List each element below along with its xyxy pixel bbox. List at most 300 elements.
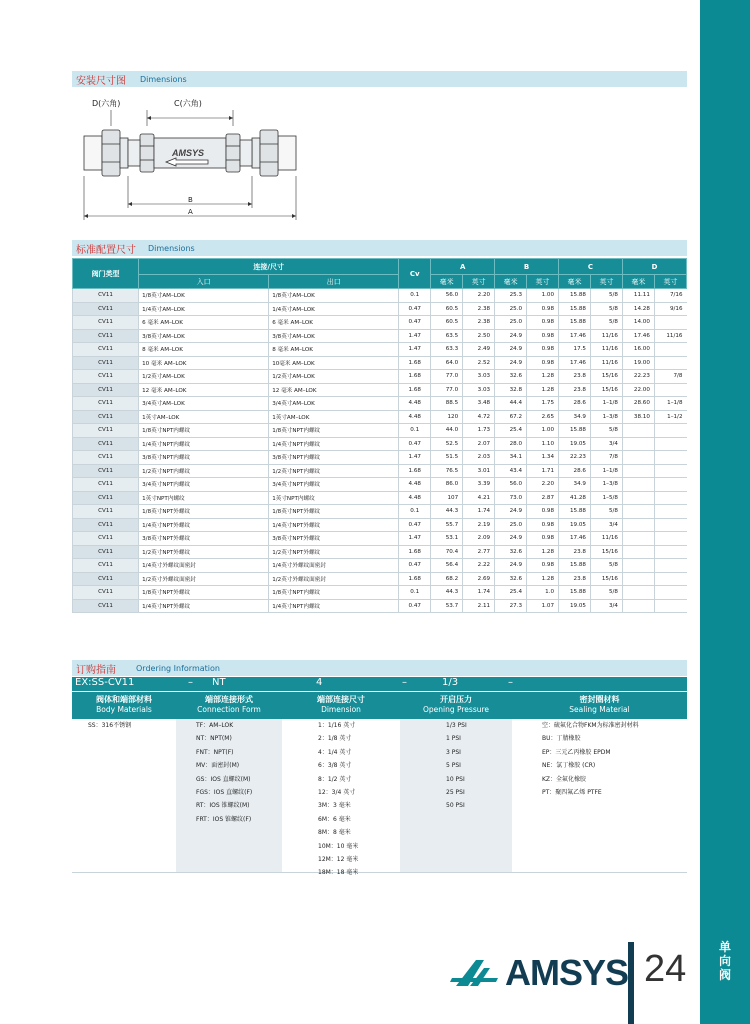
table-row xyxy=(73,397,687,411)
table-cell: 1/8英寸NPT内螺纹 xyxy=(269,586,399,600)
table-cell xyxy=(654,316,686,330)
table-cell: 0.47 xyxy=(399,302,431,316)
table-cell: 24.9 xyxy=(495,356,527,370)
table-row xyxy=(73,545,687,559)
table-cell: 23.8 xyxy=(559,572,591,586)
table-row xyxy=(73,289,687,303)
table-cell: 11.11 xyxy=(622,289,654,303)
list-item: SS：316不锈钢 xyxy=(88,722,132,729)
table-cell: 2.77 xyxy=(463,545,495,559)
table-cell: 15.88 xyxy=(559,586,591,600)
table-cell: 11/16 xyxy=(590,329,622,343)
table-cell: CV11 xyxy=(73,356,139,370)
table-cell: 6 毫米 AM–LOK xyxy=(139,316,269,330)
table-row xyxy=(73,464,687,478)
table-cell: 1.75 xyxy=(527,397,559,411)
table-cell: 55.7 xyxy=(431,518,463,532)
list-item: 6M：6 毫米 xyxy=(318,815,351,823)
table-cell: CV11 xyxy=(73,316,139,330)
table-cell: 1.10 xyxy=(527,437,559,451)
table-row xyxy=(73,572,687,586)
table-cell xyxy=(654,343,686,357)
table-cell: 3/8英寸NPT外螺纹 xyxy=(269,532,399,546)
list-item: 12：3/4 英寸 xyxy=(318,788,356,796)
table-cell: 8 毫米 AM–LOK xyxy=(269,343,399,357)
table-cell: 0.98 xyxy=(527,356,559,370)
table-cell: 0.47 xyxy=(399,316,431,330)
table-cell: CV11 xyxy=(73,397,139,411)
table-cell xyxy=(654,424,686,438)
table-cell: CV11 xyxy=(73,572,139,586)
table-cell: 3/4英寸AM–LOK xyxy=(139,397,269,411)
table-cell: 1–5/8 xyxy=(590,491,622,505)
header-d-mm: 毫米 xyxy=(622,275,654,289)
table-row xyxy=(73,505,687,519)
list-item: FGS：IOS 直螺纹(F) xyxy=(196,788,253,796)
list-item: PT：聚四氟乙烯 PTFE xyxy=(542,788,602,796)
col-body-materials xyxy=(72,692,176,719)
list-item: 25 PSI xyxy=(446,788,465,796)
table-cell: 25.4 xyxy=(495,424,527,438)
list-item: TF：AM–LOK xyxy=(196,722,234,729)
list-item: RT：IOS 锥螺纹(M) xyxy=(196,802,250,810)
table-cell: 1.71 xyxy=(527,464,559,478)
table-row xyxy=(73,437,687,451)
col-sealing-material-zh: 密封圈材料 xyxy=(579,695,620,704)
table-cell: 19.05 xyxy=(559,437,591,451)
table-cell: 1/4英寸NPT内螺纹 xyxy=(269,599,399,613)
table-cell: 2.69 xyxy=(463,572,495,586)
list-item: 10M：10 毫米 xyxy=(318,842,359,850)
table-cell: 7/16 xyxy=(654,289,686,303)
table-cell: 34.9 xyxy=(559,478,591,492)
table-cell: 24.9 xyxy=(495,329,527,343)
table-cell: 34.9 xyxy=(559,410,591,424)
table-cell: 1/2英寸外螺纹面密封 xyxy=(269,572,399,586)
table-cell: 1英寸NPT内螺纹 xyxy=(139,491,269,505)
table-cell: 1.68 xyxy=(399,356,431,370)
table-cell: 1/8英寸NPT外螺纹 xyxy=(139,505,269,519)
table-cell: 1–1/2 xyxy=(654,410,686,424)
table-cell: 120 xyxy=(431,410,463,424)
table-cell: 0.47 xyxy=(399,518,431,532)
table-cell: 15.88 xyxy=(559,505,591,519)
body-materials-list xyxy=(72,719,176,872)
list-item: 8M：8 毫米 xyxy=(318,829,351,837)
label-a: A xyxy=(188,208,193,216)
config-title-en: Dimensions xyxy=(148,244,195,253)
col-opening-pressure xyxy=(400,692,512,719)
col-connection-form-en: Connection Form xyxy=(197,705,261,714)
col-dimension xyxy=(282,692,400,719)
table-cell: 0.47 xyxy=(399,599,431,613)
table-cell: 4.48 xyxy=(399,410,431,424)
list-item: FNT：NPT(F) xyxy=(196,748,234,756)
table-cell: 43.4 xyxy=(495,464,527,478)
col-opening-pressure-en: Opening Pressure xyxy=(422,705,490,714)
table-cell: 28.6 xyxy=(559,464,591,478)
table-cell: 17.46 xyxy=(559,329,591,343)
table-cell: 15.88 xyxy=(559,316,591,330)
amsys-logo-icon xyxy=(450,958,502,988)
table-cell: 19.05 xyxy=(559,599,591,613)
table-cell: 1.74 xyxy=(463,586,495,600)
table-cell: 22.00 xyxy=(622,383,654,397)
dimensions-table-body xyxy=(73,289,687,613)
table-cell: 3/8英寸NPT外螺纹 xyxy=(139,532,269,546)
col-dimension-en: Dimension xyxy=(321,705,361,714)
table-cell xyxy=(654,545,686,559)
table-cell: 1.28 xyxy=(527,383,559,397)
dimension-list xyxy=(282,719,400,877)
table-cell xyxy=(654,491,686,505)
list-item: EP：三元乙丙橡胶 EPDM xyxy=(542,748,611,756)
table-row xyxy=(73,491,687,505)
table-cell: CV11 xyxy=(73,343,139,357)
table-cell: 1.68 xyxy=(399,383,431,397)
table-cell: 0.1 xyxy=(399,289,431,303)
table-cell: 1/4英寸NPT内螺纹 xyxy=(269,437,399,451)
table-cell: 1/2英寸NPT外螺纹 xyxy=(139,545,269,559)
table-cell: 1.47 xyxy=(399,329,431,343)
list-item: 4：1/4 英寸 xyxy=(318,748,352,756)
table-cell: 2.50 xyxy=(463,329,495,343)
table-cell: 0.98 xyxy=(527,518,559,532)
header-c-inch: 英寸 xyxy=(590,275,622,289)
example-connection: NT xyxy=(212,677,226,688)
table-cell: 1.68 xyxy=(399,370,431,384)
table-cell: 3/8英寸AM–LOK xyxy=(139,329,269,343)
table-cell: 52.5 xyxy=(431,437,463,451)
table-cell: 11/16 xyxy=(590,532,622,546)
table-cell: CV11 xyxy=(73,505,139,519)
example-dash-1: – xyxy=(188,677,193,688)
list-item: NE：氯丁橡胶 (CR) xyxy=(542,762,596,770)
table-cell: 34.1 xyxy=(495,451,527,465)
table-cell: 24.9 xyxy=(495,343,527,357)
table-cell xyxy=(622,437,654,451)
table-cell: CV11 xyxy=(73,532,139,546)
table-cell: 1/8英寸NPT外螺纹 xyxy=(269,505,399,519)
table-cell: 1/8英寸NPT内螺纹 xyxy=(269,424,399,438)
table-cell: 1/2英寸外螺纹面密封 xyxy=(139,572,269,586)
table-cell: 0.98 xyxy=(527,343,559,357)
table-cell: CV11 xyxy=(73,410,139,424)
table-cell: 28.60 xyxy=(622,397,654,411)
list-item: 1 PSI xyxy=(446,735,461,743)
table-cell: 3/4 xyxy=(590,518,622,532)
list-item: FRT：IOS 锥螺纹(F) xyxy=(196,815,252,823)
table-cell: 5/8 xyxy=(590,302,622,316)
header-connection: 连接/尺寸 xyxy=(139,259,399,275)
table-cell: 0.98 xyxy=(527,505,559,519)
ordering-title-en: Ordering Information xyxy=(136,664,220,673)
table-cell: 53.7 xyxy=(431,599,463,613)
table-cell: 24.9 xyxy=(495,559,527,573)
table-cell: 10 毫米 AM–LOK xyxy=(139,356,269,370)
col-sealing-material xyxy=(512,692,687,719)
col-opening-pressure-zh: 开启压力 xyxy=(440,695,472,704)
list-item: 6：3/8 英寸 xyxy=(318,762,352,770)
table-cell: 1/8英寸NPT外螺纹 xyxy=(139,586,269,600)
table-cell xyxy=(622,505,654,519)
table-cell: 19.00 xyxy=(622,356,654,370)
table-cell: CV11 xyxy=(73,329,139,343)
list-item: 空：硫氟化合物FKM为标准密封材料 xyxy=(542,722,639,729)
table-cell: 1.00 xyxy=(527,424,559,438)
table-cell: 3.03 xyxy=(463,370,495,384)
table-cell: 32.6 xyxy=(495,370,527,384)
table-cell: 0.47 xyxy=(399,437,431,451)
table-cell: 8 毫米 AM–LOK xyxy=(139,343,269,357)
table-cell: 63.5 xyxy=(431,329,463,343)
table-cell: 1英寸AM–LOK xyxy=(269,410,399,424)
table-cell: 38.10 xyxy=(622,410,654,424)
table-cell: 1.68 xyxy=(399,545,431,559)
table-cell: 1.47 xyxy=(399,451,431,465)
header-outlet: 出口 xyxy=(269,275,399,289)
ordering-section-header xyxy=(72,660,687,676)
table-cell: 1/8英寸AM–LOK xyxy=(269,289,399,303)
label-d-hex: D(六角) xyxy=(92,99,121,108)
table-cell: CV11 xyxy=(73,302,139,316)
table-cell xyxy=(654,464,686,478)
connection-form-list xyxy=(176,719,282,872)
table-cell: 1.34 xyxy=(527,451,559,465)
table-cell: CV11 xyxy=(73,464,139,478)
table-cell xyxy=(654,518,686,532)
table-cell: 1英寸AM–LOK xyxy=(139,410,269,424)
list-item: 12M：12 毫米 xyxy=(318,855,359,863)
table-cell: 28.6 xyxy=(559,397,591,411)
table-cell: 15/16 xyxy=(590,383,622,397)
table-cell: 12 毫米 AM–LOK xyxy=(269,383,399,397)
table-cell: 7/8 xyxy=(654,370,686,384)
header-d: D xyxy=(622,259,686,275)
table-cell: CV11 xyxy=(73,491,139,505)
table-cell: 15.88 xyxy=(559,559,591,573)
table-cell: 0.1 xyxy=(399,424,431,438)
table-cell xyxy=(622,532,654,546)
table-cell: 1–3/8 xyxy=(590,478,622,492)
header-valve-type: 阀门类型 xyxy=(73,259,139,289)
table-cell: 1/4英寸NPT外螺纹 xyxy=(269,518,399,532)
table-cell: 41.28 xyxy=(559,491,591,505)
table-cell: CV11 xyxy=(73,599,139,613)
table-cell: 2.52 xyxy=(463,356,495,370)
list-item: 3 PSI xyxy=(446,748,461,756)
col-body-materials-en: Body Materials xyxy=(96,705,152,714)
table-cell: 1/2英寸NPT内螺纹 xyxy=(139,464,269,478)
table-cell: 3.39 xyxy=(463,478,495,492)
table-cell: 23.8 xyxy=(559,370,591,384)
table-cell: 1–3/8 xyxy=(590,410,622,424)
table-cell: 5/8 xyxy=(590,316,622,330)
table-row xyxy=(73,370,687,384)
ordering-table-body xyxy=(72,719,687,877)
table-cell: 17.46 xyxy=(622,329,654,343)
table-cell: 2.07 xyxy=(463,437,495,451)
table-cell xyxy=(622,572,654,586)
table-row xyxy=(73,478,687,492)
table-cell: 15.88 xyxy=(559,424,591,438)
table-cell: 44.3 xyxy=(431,586,463,600)
table-cell: 1.74 xyxy=(463,505,495,519)
table-cell: 1.28 xyxy=(527,370,559,384)
table-cell xyxy=(622,559,654,573)
table-cell: 2.20 xyxy=(527,478,559,492)
label-b: B xyxy=(188,196,193,204)
table-cell: 6 毫米 AM–LOK xyxy=(269,316,399,330)
table-cell: 0.98 xyxy=(527,316,559,330)
table-cell: 56.4 xyxy=(431,559,463,573)
table-cell: 44.0 xyxy=(431,424,463,438)
table-cell: 24.9 xyxy=(495,532,527,546)
table-cell: CV11 xyxy=(73,383,139,397)
table-row xyxy=(73,410,687,424)
table-cell: 19.05 xyxy=(559,518,591,532)
drawing-brand: AMSYS xyxy=(172,148,205,158)
header-b-inch: 英寸 xyxy=(527,275,559,289)
table-cell: 23.8 xyxy=(559,545,591,559)
table-cell: 14.28 xyxy=(622,302,654,316)
table-cell: 1英寸NPT内螺纹 xyxy=(269,491,399,505)
table-row xyxy=(73,383,687,397)
table-cell: 56.0 xyxy=(495,478,527,492)
table-cell xyxy=(654,586,686,600)
table-cell: 2.11 xyxy=(463,599,495,613)
table-cell: 1/4英寸AM–LOK xyxy=(269,302,399,316)
header-b: B xyxy=(495,259,559,275)
table-row xyxy=(73,302,687,316)
header-inlet: 入口 xyxy=(139,275,269,289)
list-item: NT：NPT(M) xyxy=(196,735,232,743)
table-cell xyxy=(654,356,686,370)
table-cell: 68.2 xyxy=(431,572,463,586)
table-row xyxy=(73,532,687,546)
table-cell xyxy=(622,599,654,613)
table-row xyxy=(73,316,687,330)
table-cell: 64.0 xyxy=(431,356,463,370)
header-d-inch: 英寸 xyxy=(654,275,686,289)
table-cell: 17.46 xyxy=(559,532,591,546)
table-cell: 3/8英寸NPT内螺纹 xyxy=(139,451,269,465)
table-row xyxy=(73,518,687,532)
header-b-mm: 毫米 xyxy=(495,275,527,289)
list-item: 5 PSI xyxy=(446,762,461,770)
table-cell: 32.8 xyxy=(495,383,527,397)
table-cell: CV11 xyxy=(73,545,139,559)
table-cell: 1–1/8 xyxy=(590,397,622,411)
list-item: 8：1/2 英寸 xyxy=(318,775,352,783)
table-cell: 25.4 xyxy=(495,586,527,600)
table-cell: 3/4 xyxy=(590,437,622,451)
table-cell: 5/8 xyxy=(590,586,622,600)
table-cell: 5/8 xyxy=(590,289,622,303)
example-dash-3: – xyxy=(402,677,407,688)
table-cell: 9/16 xyxy=(654,302,686,316)
table-cell: 1.47 xyxy=(399,343,431,357)
table-cell: 15.88 xyxy=(559,302,591,316)
table-cell: 1/4英寸外螺纹面密封 xyxy=(139,559,269,573)
table-cell: 25.0 xyxy=(495,302,527,316)
table-cell: 27.3 xyxy=(495,599,527,613)
list-item: 50 PSI xyxy=(446,802,465,810)
table-cell: 15.88 xyxy=(559,289,591,303)
table-cell: CV11 xyxy=(73,424,139,438)
table-row xyxy=(73,599,687,613)
table-cell: 4.21 xyxy=(463,491,495,505)
table-cell: 32.6 xyxy=(495,545,527,559)
table-cell xyxy=(654,599,686,613)
table-cell: 4.48 xyxy=(399,478,431,492)
col-sealing-material-en: Sealing Material xyxy=(569,705,630,714)
table-cell: 51.5 xyxy=(431,451,463,465)
table-cell: 22.23 xyxy=(622,370,654,384)
table-cell: 1/2英寸AM–LOK xyxy=(139,370,269,384)
table-cell: 56.0 xyxy=(431,289,463,303)
table-cell: 67.2 xyxy=(495,410,527,424)
config-section-header xyxy=(72,240,687,256)
table-row xyxy=(73,356,687,370)
table-cell: 5/8 xyxy=(590,424,622,438)
table-row xyxy=(73,424,687,438)
col-dimension-zh: 端部连接尺寸 xyxy=(317,695,365,704)
table-cell: 17.5 xyxy=(559,343,591,357)
table-cell xyxy=(654,559,686,573)
table-cell: 2.38 xyxy=(463,316,495,330)
table-cell: 1.28 xyxy=(527,572,559,586)
table-cell: 0.98 xyxy=(527,559,559,573)
table-cell: 1–1/8 xyxy=(654,397,686,411)
table-cell xyxy=(654,383,686,397)
table-cell: 73.0 xyxy=(495,491,527,505)
table-cell: 0.1 xyxy=(399,586,431,600)
list-item: 3M：3 毫米 xyxy=(318,802,351,810)
table-cell: 2.03 xyxy=(463,451,495,465)
table-cell: 5/8 xyxy=(590,505,622,519)
table-cell: 25.0 xyxy=(495,316,527,330)
table-cell: CV11 xyxy=(73,559,139,573)
list-item: GS：IOS 直螺纹(M) xyxy=(196,775,251,783)
table-row xyxy=(73,586,687,600)
table-cell: CV11 xyxy=(73,586,139,600)
list-item: 18M：18 毫米 xyxy=(318,869,359,877)
header-a: A xyxy=(431,259,495,275)
table-cell xyxy=(622,491,654,505)
table-cell: 1/4英寸AM–LOK xyxy=(139,302,269,316)
table-cell: 3/8英寸AM–LOK xyxy=(269,329,399,343)
table-cell xyxy=(622,478,654,492)
table-cell: CV11 xyxy=(73,437,139,451)
table-cell xyxy=(622,424,654,438)
list-item: MV：面密封(M) xyxy=(196,762,240,770)
table-cell: CV11 xyxy=(73,370,139,384)
table-cell: 1/2英寸AM–LOK xyxy=(269,370,399,384)
list-item: BU：丁腈橡胶 xyxy=(542,735,581,743)
example-pressure: 1/3 xyxy=(442,677,459,688)
table-cell: 11/16 xyxy=(590,343,622,357)
table-cell: 14.00 xyxy=(622,316,654,330)
table-cell xyxy=(622,545,654,559)
table-cell: 1.07 xyxy=(527,599,559,613)
table-cell: 22.23 xyxy=(559,451,591,465)
table-cell: 3/4英寸NPT内螺纹 xyxy=(269,478,399,492)
table-cell: 1.28 xyxy=(527,545,559,559)
table-cell: 53.1 xyxy=(431,532,463,546)
footer-brand: AMSYS xyxy=(505,952,629,993)
side-tab xyxy=(700,0,750,1024)
